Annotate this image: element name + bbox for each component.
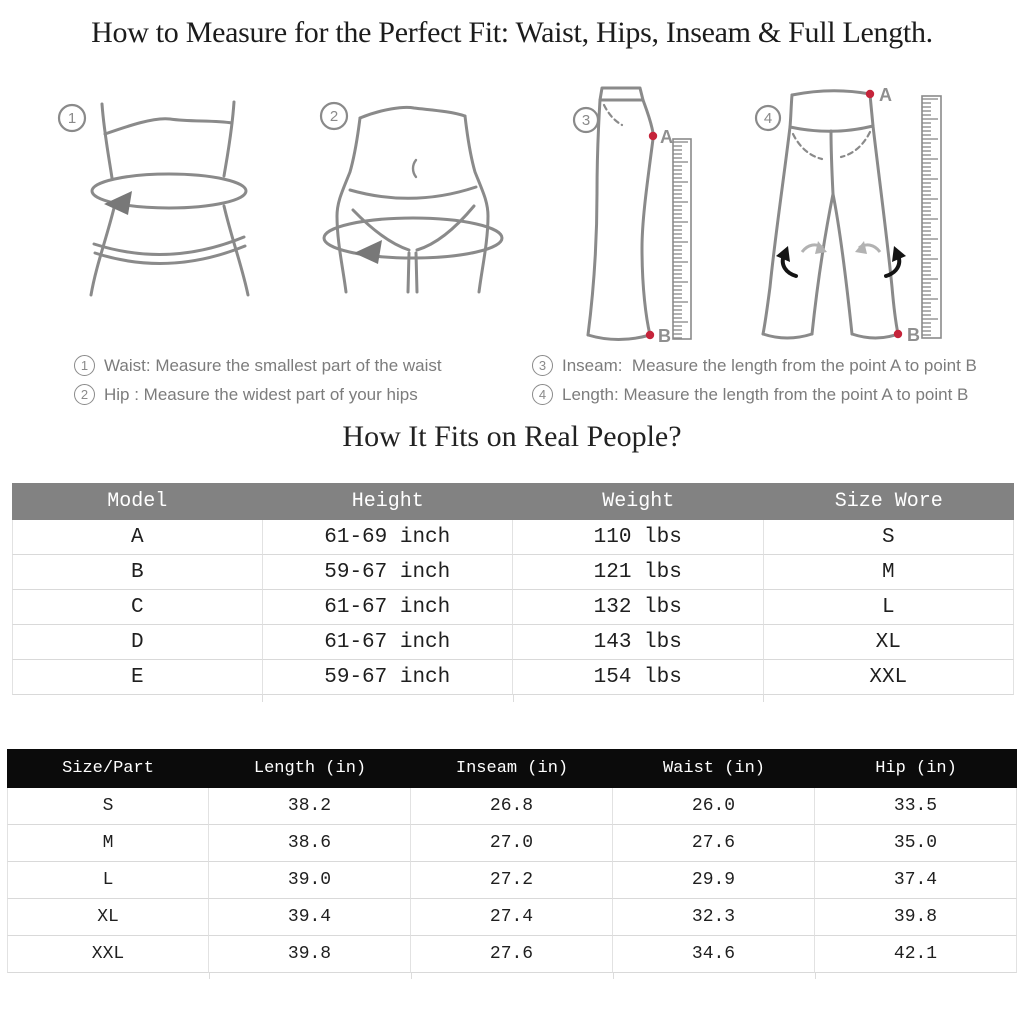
fit-section-heading: How It Fits on Real People? <box>342 420 682 453</box>
column-header-height: Height <box>263 483 514 520</box>
point-a-marker-icon <box>649 132 657 140</box>
table-cell: L <box>7 862 209 899</box>
table-cell: 33.5 <box>815 788 1017 825</box>
inseam-measurement-diagram <box>556 83 706 348</box>
table-cell: XL <box>764 625 1015 660</box>
table-cell: 27.4 <box>411 899 613 936</box>
column-header-length: Length (in) <box>209 749 411 788</box>
figure-number: 4 <box>763 110 773 127</box>
pocket-seam <box>604 105 622 125</box>
measure-instructions-right <box>532 351 977 409</box>
column-header-waist: Waist (in) <box>613 749 815 788</box>
table-cell: D <box>12 625 263 660</box>
table-cell: 29.9 <box>613 862 815 899</box>
figure-number: 2 <box>329 108 339 125</box>
table-cell: XL <box>7 899 209 936</box>
column-header-model: Model <box>12 483 263 520</box>
ruler-icon <box>673 139 691 339</box>
point-b-marker-icon <box>646 331 654 339</box>
table-cell: XXL <box>764 660 1015 695</box>
table-cell: 39.8 <box>209 936 411 973</box>
hip-measurement-diagram <box>312 90 537 348</box>
table-cell: 27.6 <box>613 825 815 862</box>
table-cell: M <box>764 555 1015 590</box>
navel-mark <box>413 160 416 177</box>
table-cell: 61-67 inch <box>263 625 514 660</box>
table-border-stub <box>513 695 514 702</box>
ruler-icon <box>922 96 941 338</box>
table-border-stub <box>815 973 816 979</box>
table-cell: 61-69 inch <box>263 520 514 555</box>
table-cell: 38.2 <box>209 788 411 825</box>
table-cell: 34.6 <box>613 936 815 973</box>
column-header-weight: Weight <box>513 483 764 520</box>
table-cell: XXL <box>7 936 209 973</box>
instruction-waist <box>74 351 442 380</box>
model-fit-table <box>12 483 1014 695</box>
table-cell: 37.4 <box>815 862 1017 899</box>
table-cell: M <box>7 825 209 862</box>
table-border-stub <box>262 695 263 702</box>
length-measurement-diagram <box>746 82 958 347</box>
table-cell: 35.0 <box>815 825 1017 862</box>
instruction-text: Waist: Measure the smallest part of the waist <box>104 355 442 375</box>
table-cell: 39.0 <box>209 862 411 899</box>
circled-2-icon: 2 <box>74 384 95 405</box>
torso-outline <box>321 103 502 292</box>
table-cell: 121 lbs <box>513 555 764 590</box>
column-header-size-wore: Size Wore <box>764 483 1015 520</box>
table-cell: 59-67 inch <box>263 555 514 590</box>
table-cell: 39.8 <box>815 899 1017 936</box>
measuring-tape-icon <box>324 218 502 258</box>
pocket-seam <box>793 134 822 159</box>
table-border-stub <box>613 973 614 979</box>
page-title: How to Measure for the Perfect Fit: Waist, Hips, Inseam & Full Length. <box>91 16 933 49</box>
instruction-text: Length: Measure the length from the point A to point B <box>562 384 969 404</box>
table-cell: 61-67 inch <box>263 590 514 625</box>
measure-instructions-left <box>74 351 442 409</box>
instruction-text: Hip : Measure the widest part of your hips <box>104 384 418 404</box>
table-cell: 154 lbs <box>513 660 764 695</box>
table-cell: A <box>12 520 263 555</box>
point-a-marker-icon <box>866 90 874 98</box>
waist-measurement-diagram <box>48 88 308 348</box>
point-b-label: B <box>658 326 671 346</box>
table-cell: 27.6 <box>411 936 613 973</box>
instruction-text: Inseam: Measure the length from the point A to point B <box>562 355 977 375</box>
table-border-stub <box>209 973 210 979</box>
tape-arrow-icon <box>104 191 132 215</box>
table-cell: 32.3 <box>613 899 815 936</box>
table-cell: S <box>764 520 1015 555</box>
pants-outline <box>756 91 898 338</box>
table-cell: B <box>12 555 263 590</box>
table-cell: L <box>764 590 1015 625</box>
table-border-stub <box>763 695 764 702</box>
table-cell: 59-67 inch <box>263 660 514 695</box>
table-cell: E <box>12 660 263 695</box>
figure-number: 3 <box>581 112 591 129</box>
column-header-hip: Hip (in) <box>815 749 1017 788</box>
table-cell: 26.0 <box>613 788 815 825</box>
size-chart-table <box>7 749 1017 973</box>
table-cell: C <box>12 590 263 625</box>
table-cell: 26.8 <box>411 788 613 825</box>
table-cell: 132 lbs <box>513 590 764 625</box>
table-cell: 27.0 <box>411 825 613 862</box>
table-cell: 27.2 <box>411 862 613 899</box>
pocket-seam <box>841 132 870 157</box>
table-cell: S <box>7 788 209 825</box>
circled-1-icon: 1 <box>74 355 95 376</box>
table-cell: 42.1 <box>815 936 1017 973</box>
circled-3-icon: 3 <box>532 355 553 376</box>
column-header-size-part: Size/Part <box>7 749 209 788</box>
column-header-inseam: Inseam (in) <box>411 749 613 788</box>
point-a-label: A <box>879 85 892 105</box>
table-border-stub <box>411 973 412 979</box>
circled-4-icon: 4 <box>532 384 553 405</box>
point-b-label: B <box>907 325 920 345</box>
instruction-inseam <box>532 351 977 380</box>
point-b-marker-icon <box>894 330 902 338</box>
table-cell: 143 lbs <box>513 625 764 660</box>
figure-number: 1 <box>67 110 77 127</box>
torso-outline <box>59 102 248 295</box>
instruction-length <box>532 380 977 409</box>
tape-arrow-icon <box>354 240 382 264</box>
table-cell: 39.4 <box>209 899 411 936</box>
table-cell: 38.6 <box>209 825 411 862</box>
table-cell: 110 lbs <box>513 520 764 555</box>
instruction-hip <box>74 380 442 409</box>
point-a-label: A <box>660 127 673 147</box>
